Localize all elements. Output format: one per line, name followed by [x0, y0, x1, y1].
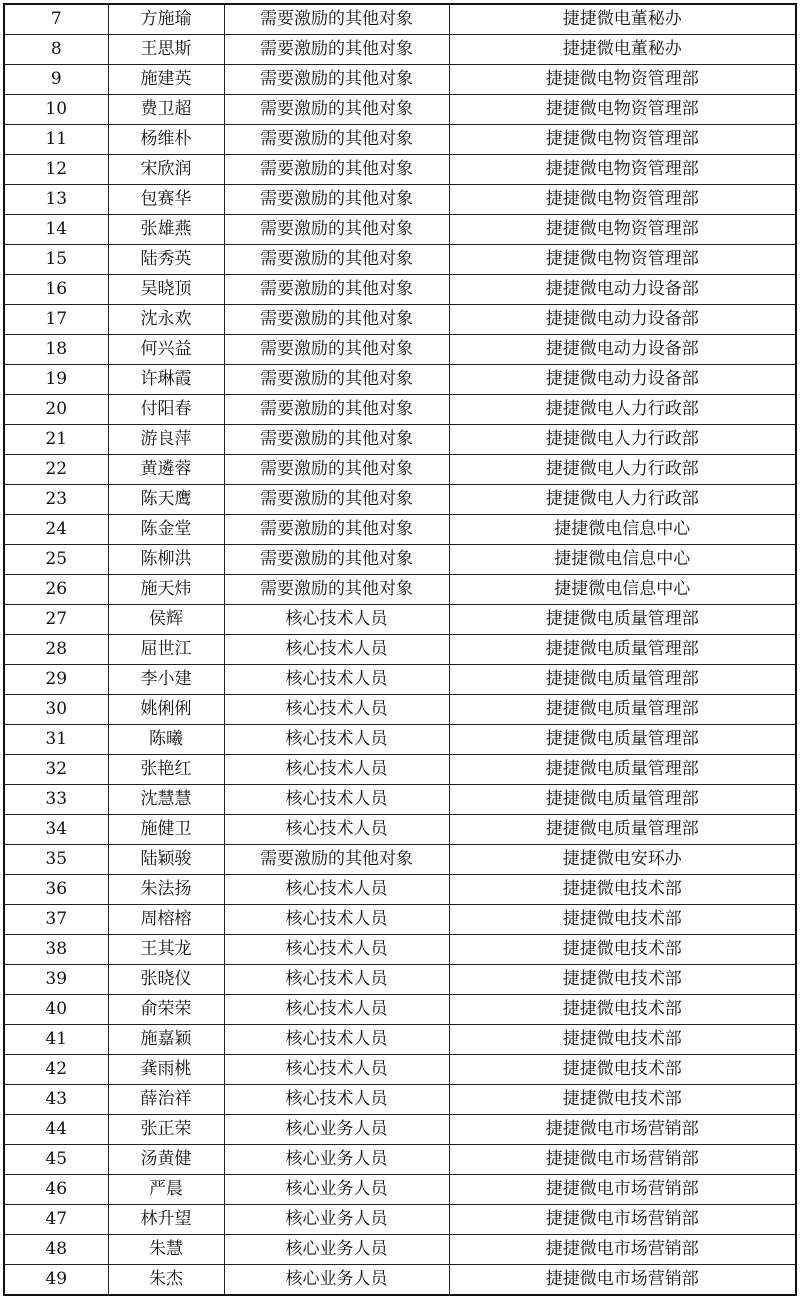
category-cell: 核心技术人员: [224, 935, 449, 965]
table-row: [4, 1235, 796, 1265]
table-row: [4, 995, 796, 1025]
department-cell: 捷捷微电技术部: [449, 1085, 796, 1115]
category-cell: 核心技术人员: [224, 665, 449, 695]
name-cell: 施健卫: [108, 815, 224, 845]
table-row: [4, 875, 796, 905]
row-number-cell: 39: [4, 965, 108, 995]
department-cell: 捷捷微电质量管理部: [449, 605, 796, 635]
category-cell: 核心技术人员: [224, 905, 449, 935]
category-cell: 需要激励的其他对象: [224, 215, 449, 245]
row-number-cell: 34: [4, 815, 108, 845]
name-cell: 张艳红: [108, 755, 224, 785]
table-row: [4, 785, 796, 815]
row-number-cell: 45: [4, 1145, 108, 1175]
name-cell: 薛治祥: [108, 1085, 224, 1115]
name-cell: 张晓仪: [108, 965, 224, 995]
row-number-cell: 21: [4, 425, 108, 455]
row-number-cell: 13: [4, 185, 108, 215]
category-cell: 核心技术人员: [224, 1025, 449, 1055]
name-cell: 许琳霞: [108, 365, 224, 395]
table-row: [4, 815, 796, 845]
row-number-cell: 27: [4, 605, 108, 635]
document-page: [3, 3, 795, 1296]
name-cell: 王其龙: [108, 935, 224, 965]
table-row: [4, 485, 796, 515]
department-cell: 捷捷微电董秘办: [449, 35, 796, 65]
category-cell: 核心技术人员: [224, 605, 449, 635]
category-cell: 需要激励的其他对象: [224, 425, 449, 455]
name-cell: 李小建: [108, 665, 224, 695]
name-cell: 黄遴蓉: [108, 455, 224, 485]
category-cell: 需要激励的其他对象: [224, 455, 449, 485]
name-cell: 张雄燕: [108, 215, 224, 245]
category-cell: 核心技术人员: [224, 1085, 449, 1115]
table-body: [4, 4, 796, 1295]
department-cell: 捷捷微电市场营销部: [449, 1205, 796, 1235]
name-cell: 施天炜: [108, 575, 224, 605]
name-cell: 施建英: [108, 65, 224, 95]
department-cell: 捷捷微电市场营销部: [449, 1145, 796, 1175]
category-cell: 需要激励的其他对象: [224, 485, 449, 515]
table-row: [4, 1085, 796, 1115]
row-number-cell: 41: [4, 1025, 108, 1055]
name-cell: 何兴益: [108, 335, 224, 365]
name-cell: 陆秀英: [108, 245, 224, 275]
table-row: [4, 365, 796, 395]
row-number-cell: 35: [4, 845, 108, 875]
category-cell: 核心业务人员: [224, 1175, 449, 1205]
row-number-cell: 30: [4, 695, 108, 725]
department-cell: 捷捷微电物资管理部: [449, 95, 796, 125]
category-cell: 需要激励的其他对象: [224, 95, 449, 125]
table-row: [4, 1175, 796, 1205]
table-row: [4, 635, 796, 665]
department-cell: 捷捷微电质量管理部: [449, 785, 796, 815]
table-row: [4, 335, 796, 365]
row-number-cell: 10: [4, 95, 108, 125]
category-cell: 核心业务人员: [224, 1235, 449, 1265]
department-cell: 捷捷微电人力行政部: [449, 395, 796, 425]
table-row: [4, 725, 796, 755]
table-row: [4, 605, 796, 635]
name-cell: 严晨: [108, 1175, 224, 1205]
row-number-cell: 38: [4, 935, 108, 965]
row-number-cell: 43: [4, 1085, 108, 1115]
category-cell: 核心技术人员: [224, 725, 449, 755]
category-cell: 核心业务人员: [224, 1145, 449, 1175]
category-cell: 需要激励的其他对象: [224, 245, 449, 275]
department-cell: 捷捷微电市场营销部: [449, 1265, 796, 1296]
row-number-cell: 24: [4, 515, 108, 545]
category-cell: 需要激励的其他对象: [224, 125, 449, 155]
department-cell: 捷捷微电质量管理部: [449, 725, 796, 755]
table-row: [4, 965, 796, 995]
department-cell: 捷捷微电动力设备部: [449, 275, 796, 305]
category-cell: 核心技术人员: [224, 965, 449, 995]
name-cell: 龚雨桃: [108, 1055, 224, 1085]
row-number-cell: 31: [4, 725, 108, 755]
row-number-cell: 14: [4, 215, 108, 245]
name-cell: 付阳春: [108, 395, 224, 425]
name-cell: 游良萍: [108, 425, 224, 455]
department-cell: 捷捷微电物资管理部: [449, 185, 796, 215]
category-cell: 核心业务人员: [224, 1115, 449, 1145]
table-row: [4, 1145, 796, 1175]
name-cell: 朱慧: [108, 1235, 224, 1265]
name-cell: 朱杰: [108, 1265, 224, 1296]
category-cell: 核心业务人员: [224, 1265, 449, 1296]
category-cell: 核心技术人员: [224, 995, 449, 1025]
table-row: [4, 845, 796, 875]
table-row: [4, 125, 796, 155]
category-cell: 核心技术人员: [224, 695, 449, 725]
department-cell: 捷捷微电技术部: [449, 1055, 796, 1085]
category-cell: 需要激励的其他对象: [224, 365, 449, 395]
department-cell: 捷捷微电动力设备部: [449, 305, 796, 335]
name-cell: 包赛华: [108, 185, 224, 215]
row-number-cell: 11: [4, 125, 108, 155]
row-number-cell: 44: [4, 1115, 108, 1145]
table-row: [4, 905, 796, 935]
row-number-cell: 46: [4, 1175, 108, 1205]
department-cell: 捷捷微电物资管理部: [449, 125, 796, 155]
name-cell: 周榕榕: [108, 905, 224, 935]
table-row: [4, 215, 796, 245]
department-cell: 捷捷微电人力行政部: [449, 485, 796, 515]
row-number-cell: 8: [4, 35, 108, 65]
department-cell: 捷捷微电技术部: [449, 935, 796, 965]
name-cell: 张正荣: [108, 1115, 224, 1145]
category-cell: 需要激励的其他对象: [224, 275, 449, 305]
name-cell: 汤黄健: [108, 1145, 224, 1175]
table-row: [4, 395, 796, 425]
table-row: [4, 455, 796, 485]
category-cell: 核心技术人员: [224, 1055, 449, 1085]
row-number-cell: 18: [4, 335, 108, 365]
table-row: [4, 1055, 796, 1085]
category-cell: 需要激励的其他对象: [224, 845, 449, 875]
name-cell: 陆颖骏: [108, 845, 224, 875]
category-cell: 核心技术人员: [224, 875, 449, 905]
table-row: [4, 935, 796, 965]
name-cell: 陈金堂: [108, 515, 224, 545]
category-cell: 需要激励的其他对象: [224, 305, 449, 335]
table-row: [4, 575, 796, 605]
row-number-cell: 49: [4, 1265, 108, 1296]
department-cell: 捷捷微电质量管理部: [449, 755, 796, 785]
table-row: [4, 665, 796, 695]
row-number-cell: 48: [4, 1235, 108, 1265]
row-number-cell: 40: [4, 995, 108, 1025]
department-cell: 捷捷微电技术部: [449, 995, 796, 1025]
row-number-cell: 15: [4, 245, 108, 275]
table-row: [4, 65, 796, 95]
department-cell: 捷捷微电信息中心: [449, 575, 796, 605]
name-cell: 朱法扬: [108, 875, 224, 905]
table-row: [4, 425, 796, 455]
table-row: [4, 275, 796, 305]
name-cell: 吴晓顶: [108, 275, 224, 305]
table-row: [4, 1115, 796, 1145]
category-cell: 需要激励的其他对象: [224, 575, 449, 605]
row-number-cell: 42: [4, 1055, 108, 1085]
department-cell: 捷捷微电动力设备部: [449, 335, 796, 365]
name-cell: 屈世江: [108, 635, 224, 665]
department-cell: 捷捷微电董秘办: [449, 4, 796, 35]
name-cell: 沈慧慧: [108, 785, 224, 815]
table-row: [4, 695, 796, 725]
department-cell: 捷捷微电技术部: [449, 905, 796, 935]
row-number-cell: 28: [4, 635, 108, 665]
row-number-cell: 33: [4, 785, 108, 815]
category-cell: 需要激励的其他对象: [224, 35, 449, 65]
department-cell: 捷捷微电人力行政部: [449, 455, 796, 485]
row-number-cell: 37: [4, 905, 108, 935]
category-cell: 需要激励的其他对象: [224, 515, 449, 545]
table-row: [4, 1205, 796, 1235]
department-cell: 捷捷微电技术部: [449, 965, 796, 995]
table-row: [4, 1265, 796, 1296]
name-cell: 杨维朴: [108, 125, 224, 155]
department-cell: 捷捷微电物资管理部: [449, 155, 796, 185]
name-cell: 陈天鹰: [108, 485, 224, 515]
row-number-cell: 23: [4, 485, 108, 515]
department-cell: 捷捷微电信息中心: [449, 515, 796, 545]
row-number-cell: 17: [4, 305, 108, 335]
table-row: [4, 545, 796, 575]
row-number-cell: 12: [4, 155, 108, 185]
department-cell: 捷捷微电市场营销部: [449, 1175, 796, 1205]
category-cell: 需要激励的其他对象: [224, 65, 449, 95]
row-number-cell: 29: [4, 665, 108, 695]
name-cell: 侯辉: [108, 605, 224, 635]
table-row: [4, 95, 796, 125]
category-cell: 需要激励的其他对象: [224, 395, 449, 425]
table-row: [4, 755, 796, 785]
category-cell: 核心业务人员: [224, 1205, 449, 1235]
table-row: [4, 1025, 796, 1055]
name-cell: 沈永欢: [108, 305, 224, 335]
table-row: [4, 305, 796, 335]
row-number-cell: 20: [4, 395, 108, 425]
category-cell: 核心技术人员: [224, 785, 449, 815]
row-number-cell: 47: [4, 1205, 108, 1235]
row-number-cell: 32: [4, 755, 108, 785]
name-cell: 林升望: [108, 1205, 224, 1235]
table-row: [4, 4, 796, 35]
table-row: [4, 515, 796, 545]
name-cell: 宋欣润: [108, 155, 224, 185]
row-number-cell: 7: [4, 4, 108, 35]
category-cell: 核心技术人员: [224, 815, 449, 845]
table-row: [4, 245, 796, 275]
department-cell: 捷捷微电质量管理部: [449, 635, 796, 665]
department-cell: 捷捷微电质量管理部: [449, 695, 796, 725]
category-cell: 需要激励的其他对象: [224, 155, 449, 185]
department-cell: 捷捷微电人力行政部: [449, 425, 796, 455]
category-cell: 核心技术人员: [224, 755, 449, 785]
row-number-cell: 26: [4, 575, 108, 605]
category-cell: 需要激励的其他对象: [224, 4, 449, 35]
name-cell: 陈柳洪: [108, 545, 224, 575]
department-cell: 捷捷微电信息中心: [449, 545, 796, 575]
name-cell: 陈曦: [108, 725, 224, 755]
name-cell: 俞荣荣: [108, 995, 224, 1025]
name-cell: 王思斯: [108, 35, 224, 65]
category-cell: 需要激励的其他对象: [224, 185, 449, 215]
name-cell: 方施瑜: [108, 4, 224, 35]
table-row: [4, 185, 796, 215]
row-number-cell: 36: [4, 875, 108, 905]
name-cell: 施嘉颖: [108, 1025, 224, 1055]
department-cell: 捷捷微电物资管理部: [449, 215, 796, 245]
department-cell: 捷捷微电动力设备部: [449, 365, 796, 395]
category-cell: 需要激励的其他对象: [224, 545, 449, 575]
category-cell: 需要激励的其他对象: [224, 335, 449, 365]
department-cell: 捷捷微电技术部: [449, 1025, 796, 1055]
row-number-cell: 16: [4, 275, 108, 305]
category-cell: 核心技术人员: [224, 635, 449, 665]
department-cell: 捷捷微电市场营销部: [449, 1235, 796, 1265]
name-cell: 费卫超: [108, 95, 224, 125]
row-number-cell: 22: [4, 455, 108, 485]
department-cell: 捷捷微电物资管理部: [449, 65, 796, 95]
row-number-cell: 9: [4, 65, 108, 95]
table-row: [4, 155, 796, 185]
table-row: [4, 35, 796, 65]
department-cell: 捷捷微电市场营销部: [449, 1115, 796, 1145]
department-cell: 捷捷微电技术部: [449, 875, 796, 905]
row-number-cell: 19: [4, 365, 108, 395]
department-cell: 捷捷微电质量管理部: [449, 665, 796, 695]
personnel-table: [3, 3, 797, 1296]
row-number-cell: 25: [4, 545, 108, 575]
department-cell: 捷捷微电安环办: [449, 845, 796, 875]
department-cell: 捷捷微电质量管理部: [449, 815, 796, 845]
name-cell: 姚俐俐: [108, 695, 224, 725]
department-cell: 捷捷微电物资管理部: [449, 245, 796, 275]
